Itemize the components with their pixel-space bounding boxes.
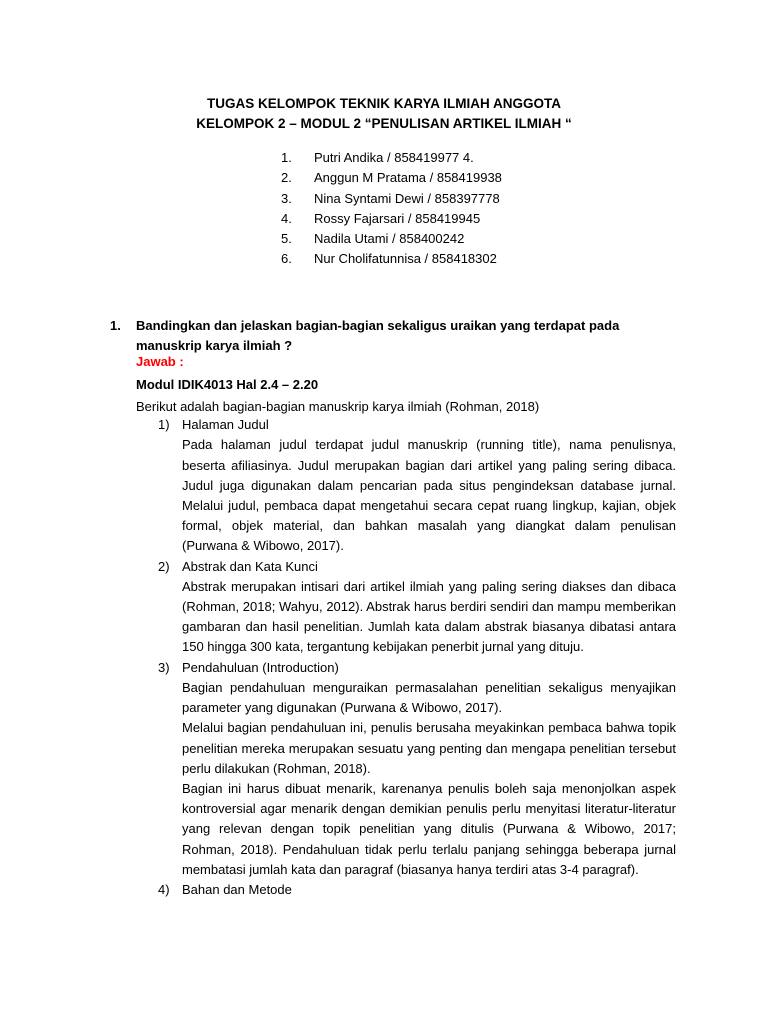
section-body <box>182 577 676 658</box>
section-halaman-judul <box>158 415 678 557</box>
section-number: 4) <box>158 881 170 897</box>
document-title-line-1: TUGAS KELOMPOK TEKNIK KARYA ILMIAH ANGGOTA <box>207 96 561 111</box>
member-number: 6. <box>281 251 292 267</box>
answer-intro: Berikut adalah bagian-bagian manuskrip karya ilmiah (Rohman, 2018) <box>136 399 540 414</box>
section-paragraph: Pada halaman judul terdapat judul manuskrip (running title), nama penulisnya, beserta afiliasinya. Judul merupakan bagian dari artikel yang paling sering dibaca. Judul juga digunakan dalam pencarian pada situs pengindeksan database jurnal. Melalui judul, pembaca dapat mengetahui secara cepat ruang lingkup, kajian, objek formal, objek material, dan bahkan masalah yang diangkat dalam penulisan (Purwana & Wibowo, 2017). <box>182 437 676 554</box>
section-title: Pendahuluan (Introduction) <box>182 659 339 675</box>
member-name: Nadila Utami / 858400242 <box>314 231 465 247</box>
document-title-line-2: KELOMPOK 2 – MODUL 2 “PENULISAN ARTIKEL ILMIAH “ <box>196 116 572 131</box>
section-paragraph: Melalui bagian pendahuluan ini, penulis berusaha meyakinkan pembaca bahwa topik penelitian mereka merupakan sesuatu yang penting dan mengapa penelitian tersebut perlu dilakukan (Rohman, 2018). <box>182 720 676 776</box>
answer-label: Jawab : <box>136 354 184 369</box>
member-name: Putri Andika / 858419977 4. <box>314 150 474 165</box>
section-number: 3) <box>158 659 170 675</box>
answer-sections <box>158 415 678 900</box>
section-body <box>182 435 676 556</box>
section-paragraph: Bagian pendahuluan menguraikan permasalahan penelitian sekaligus menyajikan parameter yang digunakan (Purwana & Wibowo, 2017). <box>182 679 676 716</box>
member-name: Nur Cholifatunnisa / 858418302 <box>314 251 497 267</box>
member-number: 1. <box>281 150 292 165</box>
section-paragraph: Bagian ini harus dibuat menarik, karenanya penulis boleh saja menonjolkan aspek kontroversial agar menarik dengan demikian penulis perlu menyitasi literatur-literatur yang relevan dengan topik penelitian yang ditulis (Purwana & Wibowo, 2017; Rohman, 2018). Pendahuluan tidak perlu terlalu panjang sehingga beberapa jurnal membatasi jumlah kata dan paragraf (biasanya hanya terdiri atas 3-4 paragraf). <box>182 780 676 877</box>
member-number: 2. <box>281 170 292 186</box>
section-number: 2) <box>158 558 170 574</box>
section-bahan-metode <box>158 880 678 900</box>
member-number: 3. <box>281 190 292 206</box>
section-title: Halaman Judul <box>182 417 269 432</box>
member-name: Anggun M Pratama / 858419938 <box>314 170 502 186</box>
section-pendahuluan <box>158 658 678 880</box>
member-name: Nina Syntami Dewi / 858397778 <box>314 190 500 206</box>
section-body <box>182 678 676 880</box>
member-number: 5. <box>281 231 292 247</box>
module-reference: Modul IDIK4013 Hal 2.4 – 2.20 <box>136 377 319 392</box>
member-name: Rossy Fajarsari / 858419945 <box>314 210 481 226</box>
section-number: 1) <box>158 417 170 432</box>
question-number: 1. <box>110 318 121 333</box>
section-title: Abstrak dan Kata Kunci <box>182 558 318 574</box>
section-title: Bahan dan Metode <box>182 881 292 897</box>
section-abstrak <box>158 557 678 658</box>
section-paragraph: Abstrak merupakan intisari dari artikel ilmiah yang paling sering diakses dan dibaca (Rohman, 2018; Wahyu, 2012). Abstrak harus berdiri sendiri dan mampu memberikan gambaran dan hasil penelitian. Jumlah kata dalam abstrak biasanya dibatasi antara 150 hingga 300 kata, tergantung kebijakan penerbit jurnal yang dituju. <box>182 578 676 655</box>
member-number: 4. <box>281 210 292 226</box>
question-text: Bandingkan dan jelaskan bagian-bagian sekaligus uraikan yang terdapat pada manuskrip karya ilmiah ? <box>136 318 620 353</box>
